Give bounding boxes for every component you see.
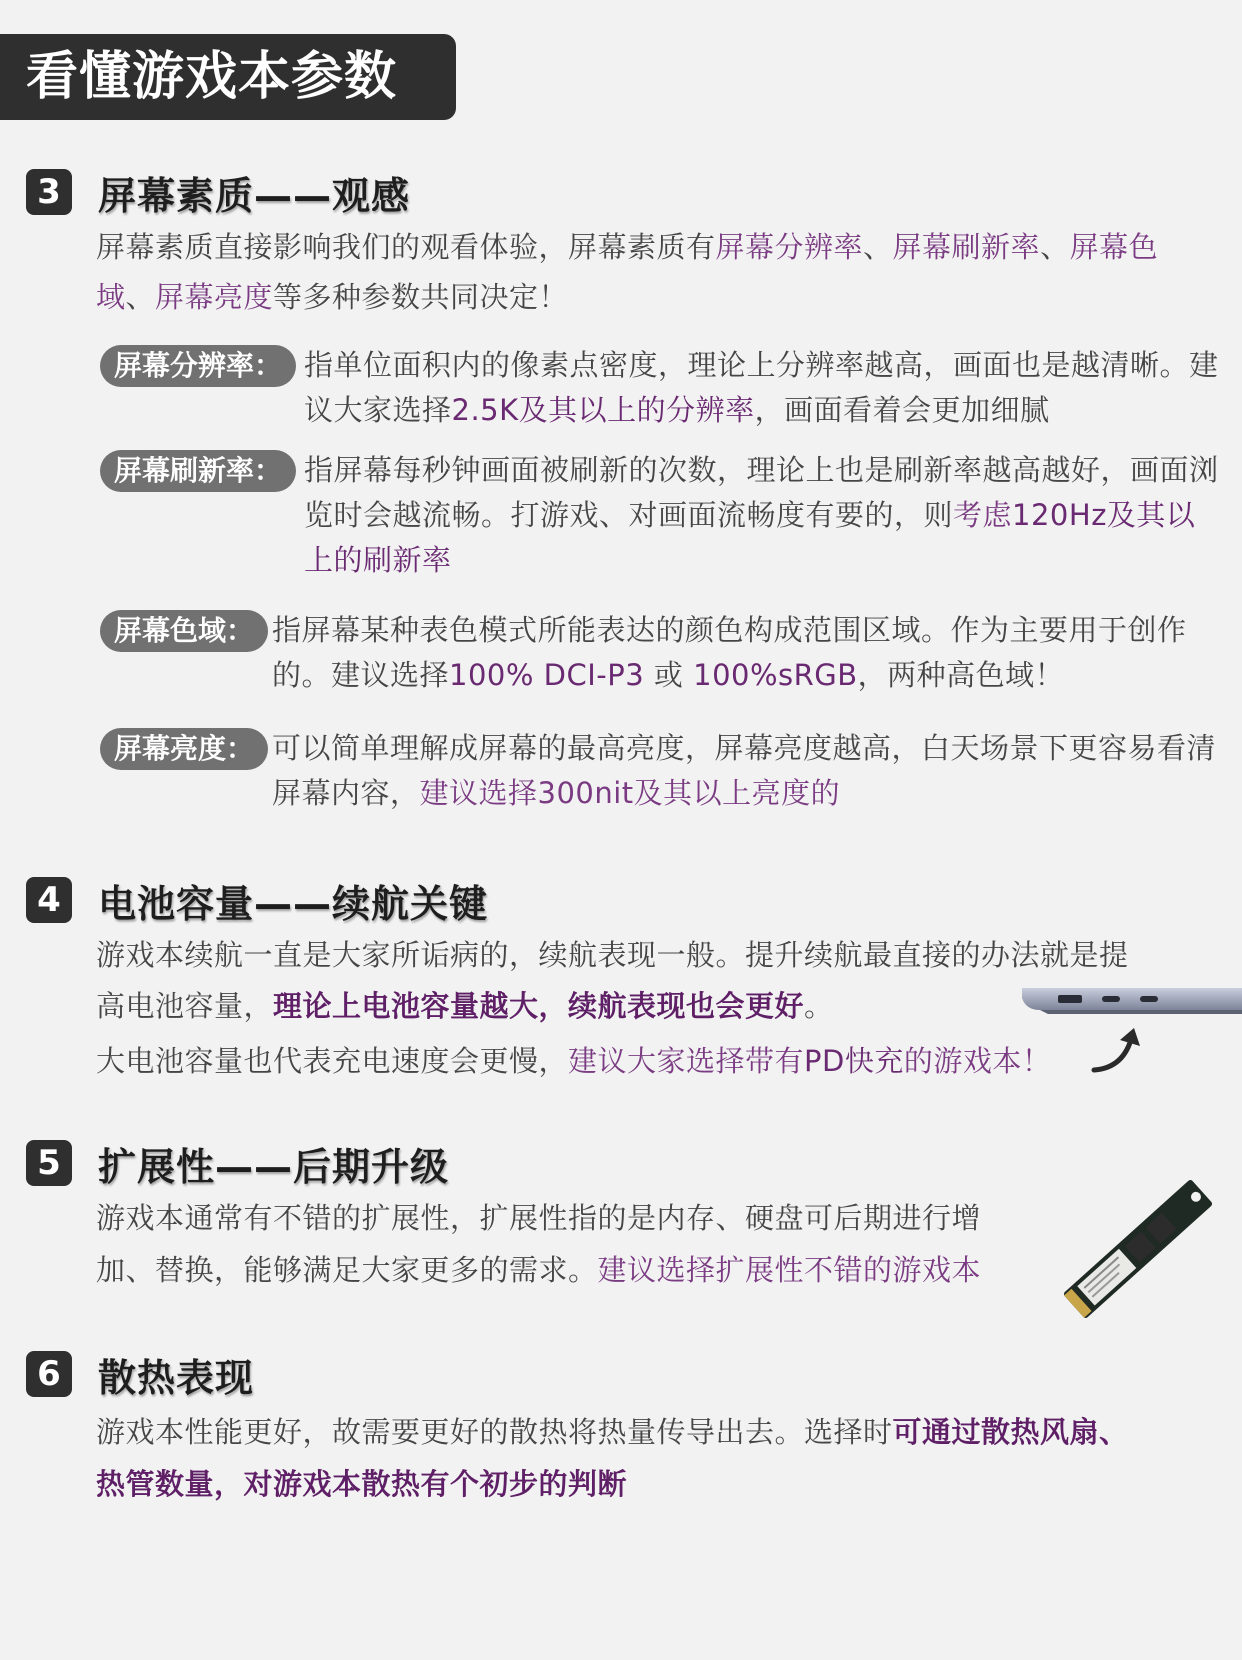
highlight-refresh: 屏幕刷新率 <box>892 230 1041 264</box>
def-text: 指屏幕某种表色模式所能表达的颜色构成范围区域。作为主要用于创作的。建议选择 <box>272 613 1187 692</box>
label-brightness: 屏幕亮度： <box>100 728 268 770</box>
highlight-resolution: 屏幕分辨率 <box>715 230 864 264</box>
para-highlight: 热管数量，对游戏本散热有个初步的判断 <box>96 1467 628 1501</box>
section-number: 6 <box>26 1351 72 1397</box>
para-text-end: 。 <box>804 989 834 1023</box>
page-title: 看懂游戏本参数 <box>0 34 456 120</box>
highlight-gamut: 屏幕色域 <box>96 230 1159 314</box>
def-resolution <box>304 343 1222 433</box>
section-3-intro <box>96 222 1206 322</box>
def-highlight: 120Hz及其以上的刷新率 <box>304 498 1196 577</box>
highlight-brightness: 屏幕亮度 <box>155 280 274 314</box>
def-text: 可以简单理解成屏幕的最高亮度，屏幕亮度越高，白天场景下更容易看清屏幕内容， <box>272 731 1217 810</box>
para-text: 游戏本性能更好，故需要更好的散热将热量传导出去。选择时 <box>96 1415 893 1449</box>
para-highlight-pd: PD快充 <box>804 1044 904 1078</box>
m2-ssd-image <box>1058 1174 1218 1328</box>
section-6-line-2 <box>96 1459 1216 1509</box>
intro-text: 屏幕素质直接影响我们的观看体验，屏幕素质有 <box>96 230 716 264</box>
section-3-header <box>26 168 410 216</box>
separator: 、 <box>863 230 893 264</box>
para-highlight: 建议选择扩展性不错的游戏本 <box>597 1253 982 1287</box>
para-text: 高电池容量， <box>96 989 274 1023</box>
section-number: 4 <box>26 877 72 923</box>
section-title: 扩展性——后期升级 <box>98 1144 450 1189</box>
def-highlight-srgb: 100%sRGB <box>693 658 858 692</box>
para-text: 大电池容量也代表充电速度会更慢， <box>96 1044 569 1078</box>
curved-arrow-icon <box>1090 1026 1146 1080</box>
def-text-end: ，两种高色域！ <box>857 658 1065 692</box>
section-4-header <box>26 876 488 924</box>
para-highlight: 建议大家选择带有 <box>568 1044 805 1078</box>
label-color-gamut: 屏幕色域： <box>100 610 268 652</box>
section-6-line-1 <box>96 1407 1216 1457</box>
para-text: 加、替换，能够满足大家更多的需求。 <box>96 1253 598 1287</box>
def-highlight: 2.5K及其以上的分辨率 <box>451 393 755 427</box>
def-color-gamut <box>272 608 1222 698</box>
label-resolution: 屏幕分辨率： <box>100 345 296 387</box>
def-text: 指屏幕每秒钟画面被刷新的次数，理论上也是刷新率越高越好，画面浏览时会越流畅。打游戏、对画面流畅度有要的，则 <box>304 453 1219 532</box>
def-text-or: 或 <box>644 658 694 692</box>
def-highlight-dci: 100% DCI-P3 <box>449 658 645 692</box>
laptop-side-ports-image <box>1018 984 1242 1028</box>
label-refresh-rate: 屏幕刷新率： <box>100 450 296 492</box>
para-highlight-end: 的游戏本！ <box>903 1044 1052 1078</box>
def-text: 指单位面积内的像素点密度，理论上分辨率越高，画面也是越清晰。建议大家选择 <box>304 348 1219 427</box>
section-5-line-1: 游戏本通常有不错的扩展性，扩展性指的是内存、硬盘可后期进行增 <box>96 1201 982 1235</box>
separator: 、 <box>1040 230 1070 264</box>
section-5-header <box>26 1139 449 1187</box>
section-title: 屏幕素质——观感 <box>98 173 411 218</box>
section-4-line-1: 游戏本续航一直是大家所诟病的，续航表现一般。提升续航最直接的办法就是提 <box>96 938 1129 972</box>
para-highlight: 理论上电池容量越大，续航表现也会更好 <box>273 989 805 1023</box>
def-highlight-light: 考虑 <box>953 498 1013 532</box>
para-highlight: 可通过散热风扇、 <box>892 1415 1129 1449</box>
section-6-header <box>26 1350 254 1398</box>
section-5-line-2 <box>96 1245 1056 1295</box>
def-text-end: ，画面看着会更加细腻 <box>754 393 1050 427</box>
section-4-line-3 <box>96 1036 1096 1086</box>
section-title: 电池容量——续航关键 <box>98 881 489 926</box>
section-title: 散热表现 <box>98 1355 255 1400</box>
section-number: 3 <box>26 169 72 215</box>
intro-text-end: 等多种参数共同决定！ <box>273 280 569 314</box>
section-4-line-2 <box>96 981 996 1031</box>
separator: 、 <box>125 280 156 314</box>
section-number: 5 <box>26 1140 72 1186</box>
def-brightness <box>272 726 1222 816</box>
def-highlight: 建议选择300nit及其以上亮度的 <box>419 776 841 810</box>
def-refresh-rate <box>304 448 1222 583</box>
